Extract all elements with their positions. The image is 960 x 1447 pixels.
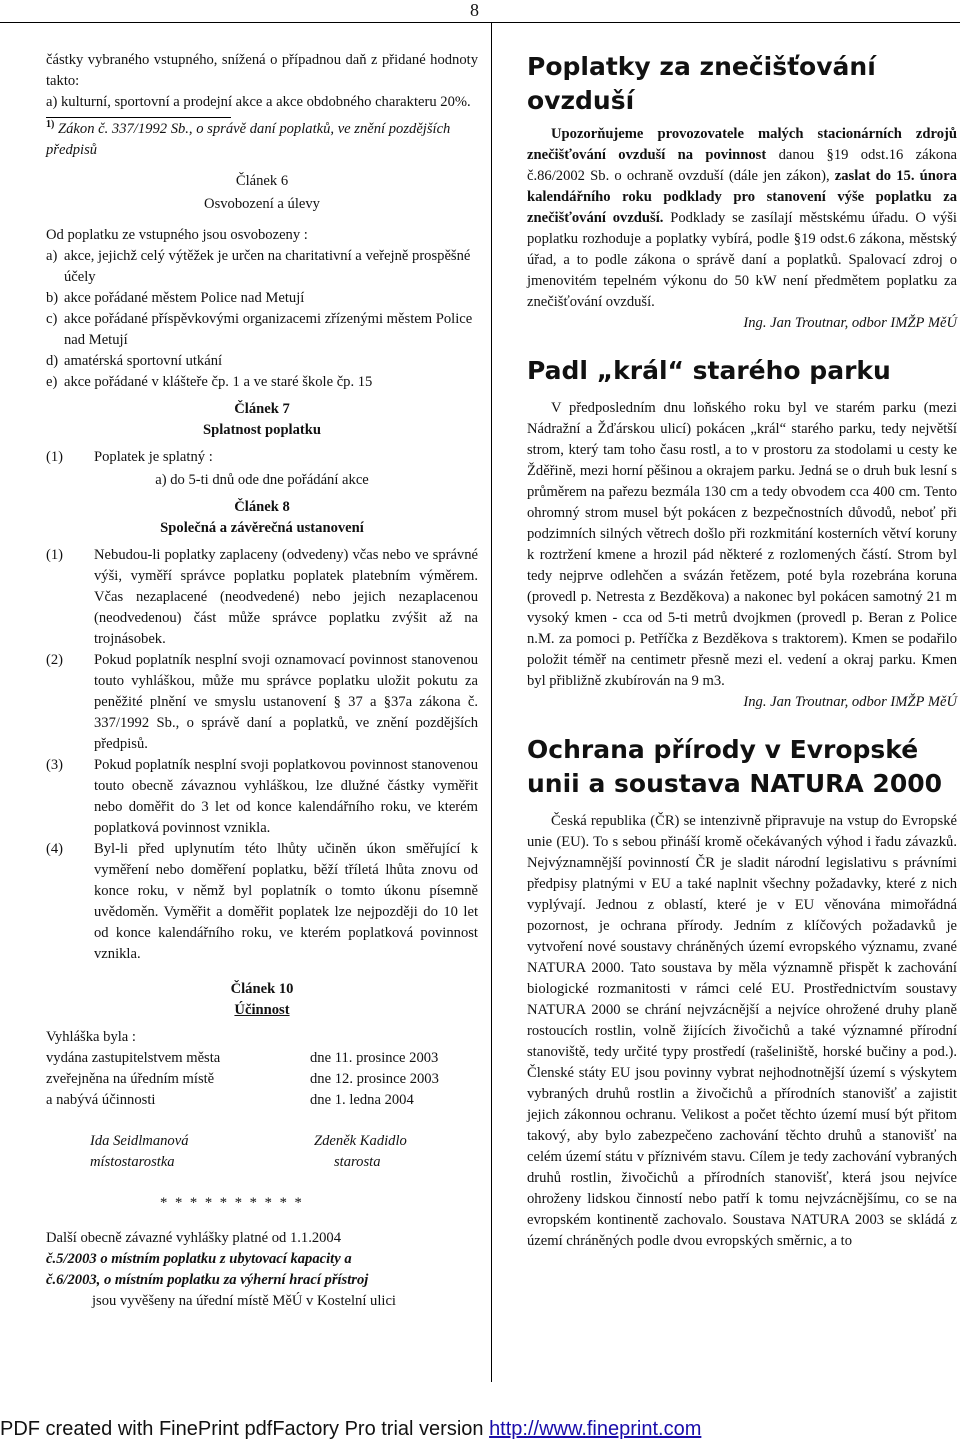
other-lead: Další obecně závazné vyhlášky platné od 1.1.2004 [46, 1229, 342, 1246]
art8-paragraph: (1) Nebudou-li poplatky zaplaceny (odvedeny) včas nebo ve správné výši, vyměří správce poplatku poplatek platebním výměrem. Včas nezaplacené (neodvedené) nebo jejich nezaplacenou (neodvedenou) část může správce poplatku zvýšit až na trojnásobek. [46, 546, 478, 647]
art10-subtitle: Účinnost [234, 1001, 290, 1018]
footnote-mark: 1) [46, 119, 55, 130]
other-item-2: č.6/2003, o místním poplatku za výherní hrací přístroj [46, 1271, 369, 1288]
list-item: c) akce pořádané příspěvkovými organizacemi zřízenými městem Police nad Metují [46, 310, 473, 348]
signatures-roles [46, 1152, 478, 1173]
left-column [46, 50, 478, 1312]
art8-paragraph: (4) Byl-li před uplynutím této lhůty učiněn úkon směřující k vyměření nebo doměření poplatku, běží tříletá lhůta znovu od konce roku, v němž byl poplatník o tomto úkonu písemně uvědoměn. Vyměřit a doměřit poplatek lze nejpozději do 10 let od konce kalendářního roku, ve kterém poplatková povinnost vznikla. [46, 840, 478, 962]
art7-item-a: a) do 5-ti dnů ode dne pořádání akce [155, 471, 369, 488]
article-heading-2: Padl „král“ starého parku [527, 356, 891, 385]
art7-title: Článek 7 [234, 400, 290, 417]
art6-list [46, 246, 478, 393]
intro-text: částky vybraného vstupného, snížená o případnou daň z přidané hodnoty takto: [46, 52, 478, 89]
header-rule [0, 22, 960, 23]
footer-text: PDF created with FinePrint pdfFactory Pro trial version [0, 1418, 490, 1440]
list-item: d) amatérská sportovní utkání [46, 352, 223, 369]
article-heading-1: Poplatky za znečišťování ovzduší [527, 52, 876, 115]
validity-row: zveřejněna na úředním místě dne 12. prosince 2003 [46, 1070, 439, 1087]
right-column [527, 50, 957, 1252]
art6-lead: Od poplatku ze vstupného jsou osvobozeny : [46, 226, 308, 243]
validity-row: vydána zastupitelstvem města dne 11. prosince 2003 [46, 1049, 439, 1066]
art8-subtitle: Společná a závěrečná ustanovení [160, 519, 364, 536]
signature-name-2: Zdeněk Kadidlo [314, 1132, 407, 1149]
signature-name-1: Ida Seidlmanová [90, 1132, 189, 1149]
art7-paragraph: (1) Poplatek je splatný : [46, 448, 213, 465]
signature-role-2: starosta [334, 1153, 381, 1170]
article-2-author: Ing. Jan Troutnar, odbor IMŽP MěÚ [743, 694, 957, 710]
pdf-footer [0, 1418, 701, 1441]
art7-subtitle: Splatnost poplatku [202, 421, 322, 438]
footnote [46, 114, 478, 161]
stars-separator: * * * * * * * * * * [160, 1194, 304, 1211]
art8-paragraph: (3) Pokud poplatník nesplní svoji poplatkovou povinnost stanovenou touto obecně závaznou vyhláškou, lze dlužné částky vyměřit nebo doměřit do 3 let od konce kalendářního roku, ve kterém poplatková povinnost vznikla. [46, 756, 478, 836]
page-number: 8 [470, 0, 479, 20]
article-heading-3: Ochrana přírody v Evropské unii a soustava NATURA 2000 [527, 735, 943, 798]
art6-title: Článek 6 [235, 172, 289, 189]
other-item-1: č.5/2003 o místním poplatku z ubytovací kapacity a [46, 1250, 352, 1267]
art8-paragraph: (2) Pokud poplatník nesplní svoji oznamovací povinnost stanovenou touto vyhláškou, může mu správce poplatku uložit pokutu za peněžité plnění ve smyslu ustanovení § 37 a §37a zákona č. 337/1992 Sb., o správě daní a poplatků, ve znění pozdějších předpisů. [46, 651, 478, 752]
signature-role-1: místostarostka [90, 1153, 175, 1170]
article-2-text: V předposledním dnu loňského roku byl ve starém parku (mezi Nádražní a Žďárskou ulicí) pokácen „král“ starého parku, tedy největší strom, který tam toho času rostl, a to v prostoru za stodolami u cesty ke Žděřině, mezi horní pěšinou a okrajem parku. Jedná se o druh buk lesní s průměrem na pařezu bezmála 130 cm a tedy obvodem cca 400 cm. Tento ohromný strom musel být pokácen z bezpečnostních důvodů, neboť při podzimních silných větrech došlo při rozkmitání kosterních větví koruny k roztržení kmene a hrozil pád některé z rozlomených částí. Strom byl tedy nejprve odlehčen a svázán řetězem, poté byla rozebrána koruna (provedl p. Netresta z Bezděkova) a nakonec byl pokácen samotný 21 m vysoký kmen - cca od 5-ti metrů dvojkmen (provedl p. Beran z Police n.M. za pomoci p. Petříčka z Bezděkova s traktorem). Kmen se podařilo položit téměř na centimetr přesně mezi el. vedení a okraj parku. Kmen byl přibližně zkubírován na 9 m3. [527, 400, 957, 689]
intro-item-a: a) kulturní, sportovní a prodejní akce a akce obdobného charakteru 20%. [46, 94, 471, 110]
list-item: a) akce, jejichž celý výtěžek je určen na charitativní a veřejně prospěšné účely [46, 247, 471, 285]
column-divider [491, 22, 492, 1382]
article-1-text: Upozorňujeme provozovatele malých stacionárních zdrojů znečišťování ovzduší na povinnost danou §19 odst.16 zákona č.86/2002 Sb. o ochraně ovzduší (dále jen zákon), zaslat do 15. února kalendářního roku podklady pro stanovení výše poplatku za znečišťování ovzduší. Podklady se zasílají městskému úřadu. O výši poplatku rozhoduje a poplatky vybírá, podle §19 odst.6 zákona, městský úřad, a to podle zákona o správě daní a poplatků. Spalovací zdroj o jmenovitém tepelném výkonu do 50 kW není předmětem poplatku za znečišťování ovzduší. [527, 126, 957, 310]
signatures-names [46, 1131, 478, 1152]
art8-title: Článek 8 [234, 498, 290, 515]
footer-link[interactable]: http://www.fineprint.com [489, 1418, 702, 1440]
art6-subtitle: Osvobození a úlevy [204, 195, 320, 212]
footnote-text: Zákon č. 337/1992 Sb., o správě daní poplatků, ve znění pozdějších předpisů [46, 120, 451, 158]
article-3-text: Česká republika (ČR) se intenzivně připravuje na vstup do Evropské unie (EU). To s sebou přináší kromě očekávaných výhod i řadu závazků. Nejvýznamnější povinností ČR je sladit národní legislativu s právními předpisy platnými v EU a také naplnit všechny požadavky, které z nich vyplývají. Jednou z oblastí, které je v EU věnována mimořádná pozornost, je ochrana přírody. Jedním z klíčových požadavků je vytvoření nové soustavy chráněných území evropského významu, zvané NATURA 2000. Tato soustava by měla významně přispět k zachování biologické rozmanitosti v rámci celé EU. Prostřednictvím soustavy NATURA 2000 se chrání nejvzácnější a nejvíce ohrožené druhy planě rostoucích rostlin, volně žijících živočichů a také významné přírodní stanoviště, tedy určité typy prostředí (rašeliniště, horské bučiny a pod.). Členské státy EU jsou povinny vybrat nejhodnotnější území s výskytem vybraných druhů rostlin a živočichů a přírodních stanovišť a zajistit jejich zákonnou ochranu. Velikost a počet těchto území musí být přitom takový, aby bylo zabezpečeno zachování těchto druhů a stanovišť na celém území státu v příznivém stavu. Cílem je tedy zachování vybraných druhů rostlin, živočichů a přírodních stanovišť, která jsou nejvíce ohroženy lidskou činností nebo patří k tomu nejvzácnějšímu, co se na evropském kontinentě zachovalo. Soustava NATURA 2003 se skládá z území chráněných podle dvou evropských směrnic, a to [527, 813, 957, 1249]
validity-lead: Vyhláška byla : [46, 1028, 136, 1045]
art10-title: Článek 10 [230, 980, 294, 997]
other-tail: jsou vyvěšeny na úřední místě MěÚ v Kostelní ulici [92, 1292, 396, 1309]
list-item: e) akce pořádané v klášteře čp. 1 a ve staré škole čp. 15 [46, 373, 373, 390]
article-1-author: Ing. Jan Troutnar, odbor IMŽP MěÚ [743, 315, 957, 331]
list-item: b) akce pořádané městem Police nad Metují [46, 289, 305, 306]
validity-row: a nabývá účinnosti dne 1. ledna 2004 [46, 1091, 414, 1108]
